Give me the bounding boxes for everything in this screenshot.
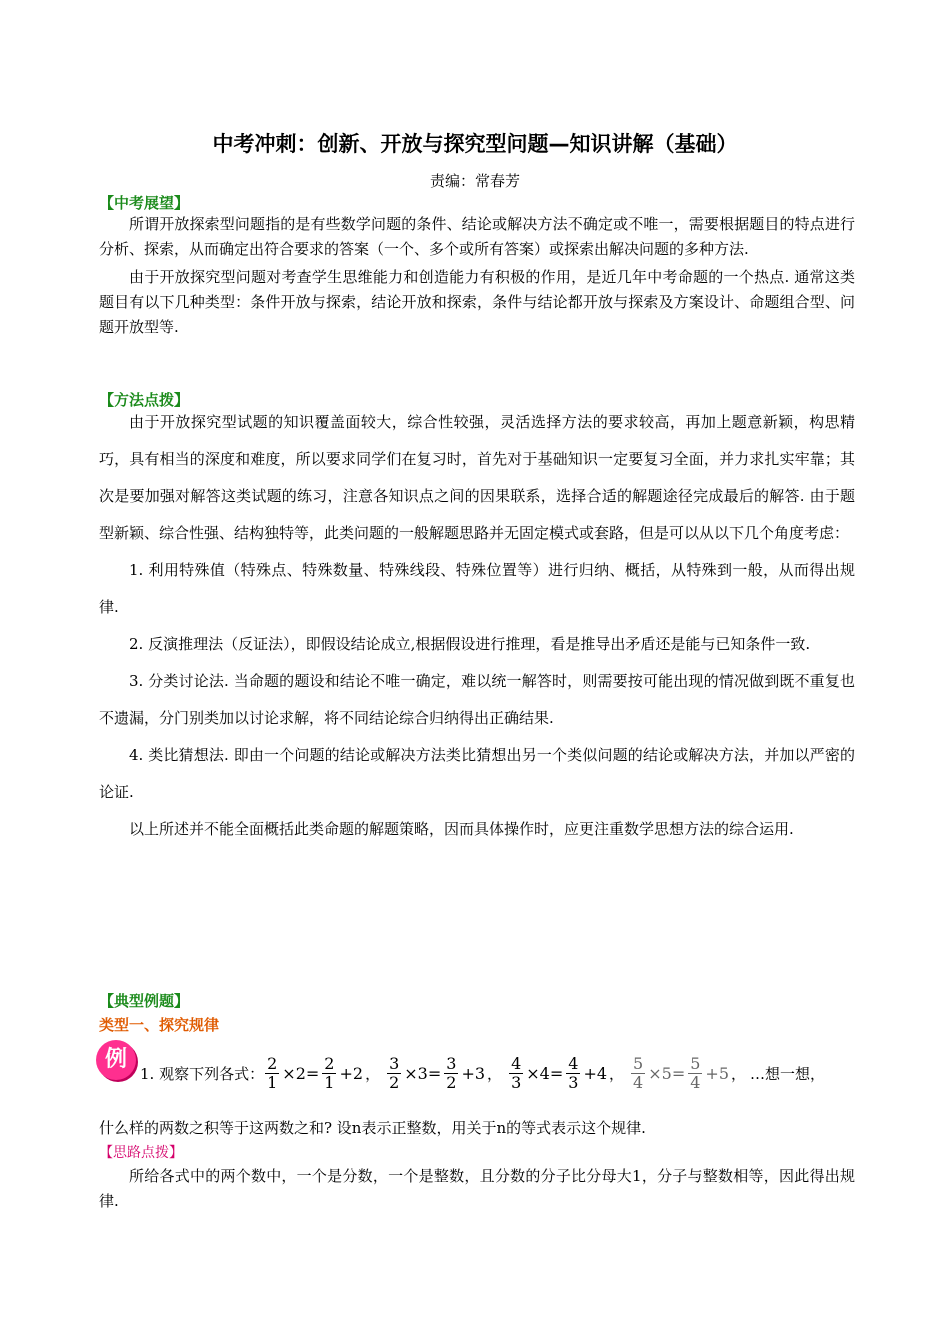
operator: ×4= <box>526 1064 564 1083</box>
fraction: $\frac{4}{3}$ <box>568 1054 579 1092</box>
fraction: $\frac{3}{2}$ <box>389 1054 400 1092</box>
paragraph: 所谓开放探索型问题指的是有些数学问题的条件、结论或解决方法不确定或不唯一，需要根据题目的特点进行分析、探索，从而确定出符合要求的答案（一个、多个或所有答案）或探索出解决问题的多种方法. <box>99 215 855 258</box>
example-suffix: …想一想， <box>750 1065 826 1083</box>
list-item: 1. 利用特殊值（特殊点、特殊数量、特殊线段、特殊位置等）进行归纳、概括，从特殊到一般，从而得出规律. <box>99 561 855 616</box>
example-badge-icon: 例 <box>96 1040 136 1080</box>
list-item: 4. 类比猜想法. 即由一个问题的结论或解决方法类比猜想出另一个类似问题的结论或解决方法，并加以严密的论证. <box>99 746 855 801</box>
type-heading: 类型一、探究规律 <box>99 1016 220 1034</box>
separator: ， <box>731 1065 747 1083</box>
paragraph: 所给各式中的两个数中，一个是分数，一个是整数，且分数的分子比分母大1，分子与整数相等，因此得出规律. <box>99 1167 855 1210</box>
section-heading-examples: 【典型例题】 <box>99 992 190 1010</box>
operator: ×5= <box>648 1064 686 1083</box>
fraction: $\frac{3}{2}$ <box>446 1054 457 1092</box>
list-item: 3. 分类讨论法. 当命题的题设和结论不唯一确定，难以统一解答时，则需要按可能出现的情况做到既不重复也不遗漏，分门别类加以讨论求解，将不同结论综合归纳得出正确结果. <box>99 672 855 727</box>
fraction: $\frac{2}{1}$ <box>267 1054 278 1092</box>
operator: ×3= <box>404 1064 442 1083</box>
operator: +5 <box>705 1064 730 1083</box>
operator: ×2= <box>282 1064 320 1083</box>
list-item: 2. 反演推理法（反证法），即假设结论成立,根据假设进行推理，看是推导出矛盾还是能与已知条件一致. <box>129 635 811 653</box>
separator: ， <box>365 1065 381 1083</box>
hint-heading: 【思路点拨】 <box>99 1145 183 1161</box>
page-title: 中考冲刺：创新、开放与探究型问题—知识讲解（基础） <box>212 132 738 156</box>
separator: ， <box>487 1065 503 1083</box>
fraction: $\frac{4}{3}$ <box>511 1054 522 1092</box>
separator: ， <box>609 1065 625 1083</box>
fraction: $\frac{5}{4}$ <box>690 1054 701 1092</box>
fraction: $\frac{5}{4}$ <box>633 1054 644 1092</box>
paragraph: 由于开放探究型问题对考查学生思维能力和创造能力有积极的作用，是近几年中考命题的一个热点. 通常这类题目有以下几种类型：条件开放与探索，结论开放和探索，条件与结论都开放与探索及方案设计、命题组合型、问题开放型等. <box>99 268 855 336</box>
method-body <box>99 404 855 848</box>
operator: +4 <box>583 1064 608 1083</box>
outlook-body <box>99 212 855 340</box>
author-line: 责编：常春芳 <box>429 172 520 190</box>
example-prefix: 1. 观察下列各式： <box>140 1065 265 1083</box>
section-heading-method: 【方法点拨】 <box>99 391 190 409</box>
operator: +2 <box>339 1064 364 1083</box>
section-heading-outlook: 【中考展望】 <box>99 194 190 212</box>
example-1-question: 什么样的两数之积等于这两数之和? 设n表示正整数，用关于n的等式表示这个规律. <box>99 1119 646 1137</box>
fraction: $\frac{2}{1}$ <box>324 1054 335 1092</box>
paragraph: 由于开放探究型试题的知识覆盖面较大，综合性较强，灵活选择方法的要求较高，再加上题意新颖，构思精巧，具有相当的深度和难度，所以要求同学们在复习时，首先对于基础知识一定要复习全面，并力求扎实牢靠；其次是要加强对解答这类试题的练习，注意各知识点之间的因果联系，选择合适的解题途径完成最后的解答. 由于题型新颖、综合性强、结构独特等，此类问题的一般解题思路并无固定模式或套路，但是可以从以下几个角度考虑： <box>99 413 855 542</box>
paragraph: 以上所述并不能全面概括此类命题的解题策略，因而具体操作时，应更注重数学思想方法的综合运用. <box>129 820 794 838</box>
hint-body <box>99 1164 855 1214</box>
operator: +3 <box>461 1064 486 1083</box>
example-1-equations <box>140 1055 825 1092</box>
